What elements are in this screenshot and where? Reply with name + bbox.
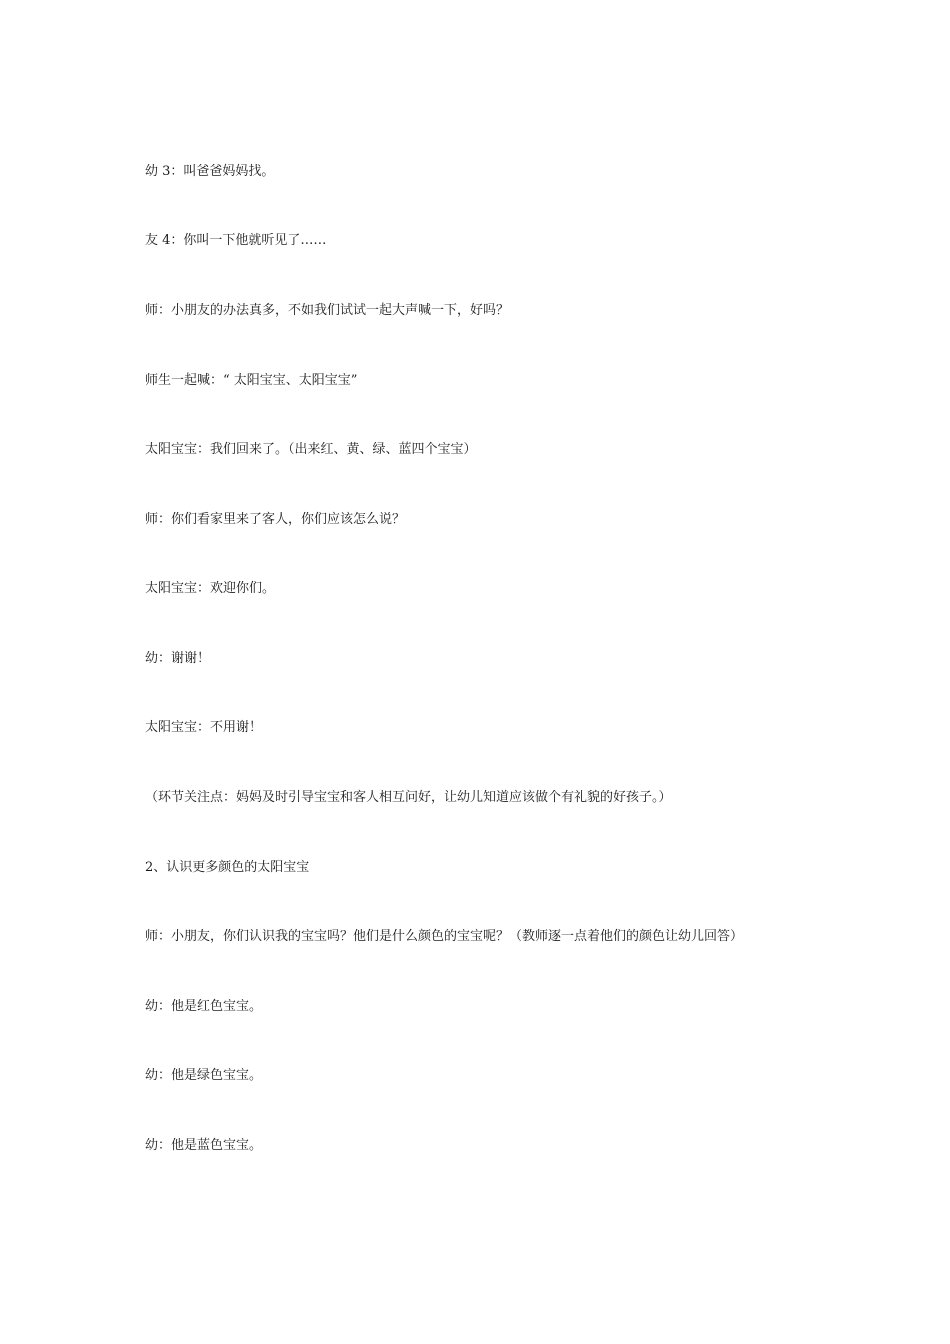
dialogue-line: 师生一起喊：“ 太阳宝宝、太阳宝宝”: [145, 373, 358, 388]
dialogue-line: 幼：他是绿色宝宝。: [145, 1068, 263, 1083]
dialogue-line: 幼：他是蓝色宝宝。: [145, 1138, 263, 1153]
dialogue-line: 幼 3：叫爸爸妈妈找。: [145, 164, 275, 179]
dialogue-line: 太阳宝宝：不用谢！: [145, 720, 263, 735]
section-heading: 2、认识更多颜色的太阳宝宝: [145, 860, 310, 875]
dialogue-line: 师：小朋友的办法真多，不如我们试试一起大声喊一下，好吗？: [145, 303, 510, 318]
dialogue-line: 师：小朋友，你们认识我的宝宝吗？他们是什么颜色的宝宝呢？（教师逐一点着他们的颜色让幼儿回答）: [145, 929, 744, 944]
dialogue-line: 幼：谢谢！: [145, 651, 211, 666]
dialogue-line: 师：你们看家里来了客人，你们应该怎么说？: [145, 512, 406, 527]
dialogue-line: 太阳宝宝：欢迎你们。: [145, 581, 276, 596]
dialogue-line: 太阳宝宝：我们回来了。（出来红、黄、绿、蓝四个宝宝）: [145, 442, 477, 457]
dialogue-line: 友 4：你叫一下他就听见了……: [145, 233, 327, 248]
dialogue-line: 幼：他是红色宝宝。: [145, 999, 263, 1014]
focus-note: （环节关注点：妈妈及时引导宝宝和客人相互问好，让幼儿知道应该做个有礼貌的好孩子。）: [145, 790, 672, 805]
